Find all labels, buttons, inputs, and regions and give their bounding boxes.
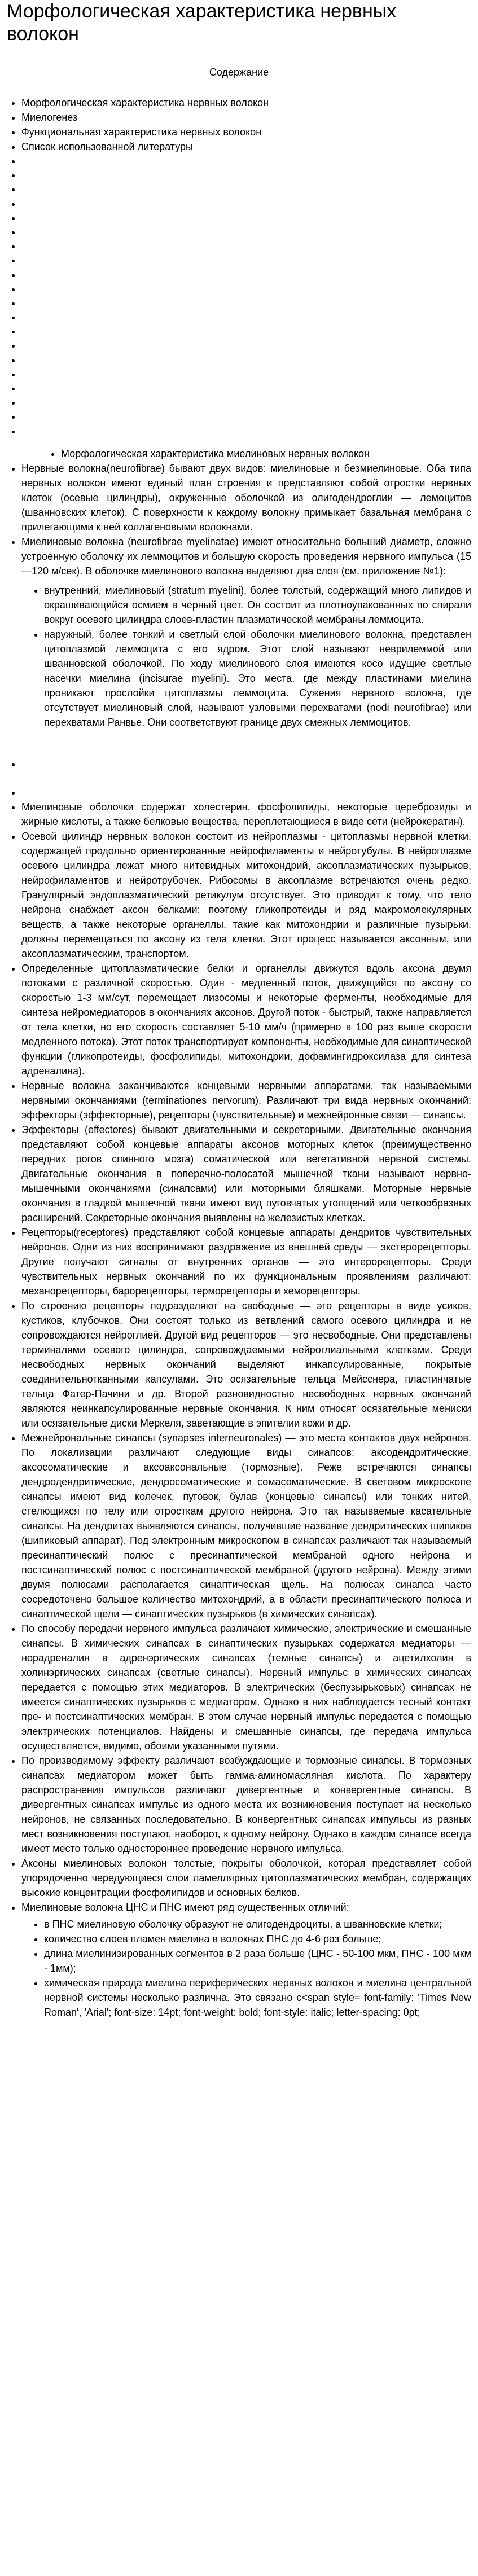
intro-list <box>7 461 471 730</box>
spacer <box>7 734 471 757</box>
empty-bullet <box>21 197 471 211</box>
empty-bullet <box>21 182 471 196</box>
empty-bullet <box>21 310 471 324</box>
empty-bullet <box>21 339 471 353</box>
blank-bullets <box>7 785 471 800</box>
empty-bullet <box>21 154 471 168</box>
layers-list <box>21 583 471 730</box>
difference-item: • в ПНС миелиновую оболочку образуют не олигодендроциты, а шванновские клетки; <box>44 1917 471 1932</box>
toc-item: • Морфологическая характеристика нервных волокон <box>21 95 471 110</box>
empty-bullet <box>21 410 471 424</box>
paragraph: • Эффекторы (effectores) бывают двигательными и секреторными. Двигательные окончания представляют собой концевые аппараты аксонов моторных клеток (преимущественно передних рогов спинного мозга) соматической или вегетативной нервной системы. Двигательные окончания в поперечно-полосатой мышечной ткани называют нервно-мышечными окончаниями (синапсами) или моторными бляшками. Моторные нервные окончания в гладкой мышечной ткани имеют вид пуговчатых утолщений или четкообразных расширений. Секреторные окончания выявлены на железистых клетках. <box>21 1122 471 1225</box>
difference-item: • длина миелинизированных сегментов в 2 раза больше (ЦНС - 50-100 мкм, ПНС - 100 мкм - 1мм); <box>44 1946 471 1976</box>
paragraph <box>21 1900 471 2020</box>
empty-bullet <box>21 282 471 296</box>
toc-item: • Миелогенез <box>21 110 471 125</box>
differences-list <box>21 1917 471 2020</box>
paragraph-text: Миелиновые волокна ЦНС и ПНС имеют ряд существенных отличий: <box>21 1901 349 1913</box>
toc-heading: Содержание <box>209 67 269 78</box>
empty-bullet-list <box>7 154 471 438</box>
paragraph: • Нервные волокна заканчиваются концевыми нервными аппаратами, так называемыми нервными окончаниями (terminationes nervorum). Различают три вида нервных окончаний: эффекторы (эффекторные), рецепторы (чувствительные) и межнейронные связи — синапсы. <box>21 1078 471 1122</box>
toc-item: • Функциональная характеристика нервных волокон <box>21 125 471 139</box>
table-of-contents <box>7 95 471 154</box>
empty-bullet <box>21 268 471 282</box>
blank-bullets <box>7 757 471 771</box>
empty-bullet <box>21 168 471 182</box>
empty-bullet <box>21 757 471 771</box>
paragraph-text: Миелиновые волокна (neurofibrae myelinatae) имеют относительно больший диаметр, сложно устроенную оболочку их леммоцитов и большую скорость проведения нервного импульса (15—120 м/сек). В оболочке миелинового волокна выделяют два слоя (см. приложение №1): <box>21 536 471 577</box>
empty-bullet <box>21 367 471 381</box>
section-heading-list <box>7 446 471 461</box>
empty-bullet <box>21 225 471 239</box>
paragraph: • Осевой цилиндр нервных волокон состоит из нейроплазмы - цитоплазмы нервной клетки, содержащей продольно ориентированные нейрофиламенты и нейротубулы. В нейроплазме осевого цилиндра лежат много нитевидных митохондрий, аксоплазматических пузырьков, нейрофиламентов и нейротрубочек. Рибосомы в аксоплазме встречаются очень редко. Гранулярный эндоплазматический ретикулум отсутствует. Это приводит к тому, что тело нейрона снабжает аксон белками; поэтому гликопротеиды и ряд макромолекулярных веществ, а также некоторые органеллы, такие как митохондрии и различные пузырьки, должны перемещаться по аксону из тела клетки. Этот процесс называется аксонным, или аксоплазматическим, транспортом. <box>21 829 471 961</box>
paragraph: • По способу передачи нервного импульса различают химические, электрические и смешанные синапсы. В химических синапсах в синаптических пузырьках содержатся медиаторы — норадреналин в адренэргических синапсах (темные синапсы) и ацетилхолин в холинэргических синапсах (светлые синапсы). Нервный импульс в химических синапсах передается с помощью этих медиаторов. В электрических (беспузырьковых) синапсах не имеется синаптических пузырьков с медиатором. Однако в них наблюдается тесный контакт пре- и постсинаптических мембран. В этом случае нервный импульс передается с помощью электрических потенциалов. Найдены и смешанные синапсы, где передача импульса осуществляется, видимо, обоими указанными путями. <box>21 1621 471 1753</box>
layer-item: • внутренний, миелиновый (stratum myelini), более толстый, содержащий много липидов и окрашивающийся осмием в черный цвет. Он состоит из плотноупакованных по спирали вокруг осевого цилиндра слоев-пластин плазматической мембраны леммоцита. <box>44 583 471 627</box>
paragraph: • По строению рецепторы подразделяют на свободные — это рецепторы в виде усиков, кустиков, клубочков. Они состоят только из ветвлений самого осевого цилиндра и не сопровождаются нейроглией. Другой вид рецепторов — это несвободные. Они представлены терминалями осевого цилиндра, сопровождаемыми нейроглиальными клетками. Среди несвободных нервных окончаний выделяют инкапсулированные, покрытые соединительнотканными капсулами. Это осязательные тельца Мейсснера, пластинчатые тельца Фатер-Пачини и др. Второй разновидностью несвободных нервных окончаний являются неинкапсулированные нервные окончания. К ним относят осязательные мениски или осязательные диски Меркеля, заветающие в эпителии кожи и др. <box>21 1298 471 1430</box>
paragraph: • Аксоны миелиновых волокон толстые, покрыты оболочкой, которая представляет собой упорядоченно чередующиеся слои ламеллярных цитоплазматических мембран, содержащих высокие концентрации фосфолипидов и основных белков. <box>21 1856 471 1900</box>
paragraph <box>21 534 471 730</box>
main-list <box>7 800 471 2020</box>
page-title: Морфологическая характеристика нервных волокон <box>7 1 397 45</box>
empty-bullet <box>21 396 471 410</box>
paragraph: • Миелиновые оболочки содержат холестерин, фосфолипиды, некоторые цереброзиды и жирные кислоты, а также белковые вещества, переплетающиеся в виде сети (нейрокератин). <box>21 800 471 829</box>
empty-bullet <box>21 324 471 339</box>
empty-bullet <box>21 211 471 225</box>
difference-item: • химическая природа миелина периферических нервных волокон и миелина центральной нервной системы несколько различна. Это связано с<span style= font-family: 'Times New Roman', 'Arial'; font-size: 14pt; font-weight: bold; font-style: italic; letter-spacing: 0pt; <box>44 1976 471 2020</box>
paragraph: • По производимому эффекту различают возбуждающие и тормозные синапсы. В тормозных синапсах медиатором может быть гамма-аминомасляная кислота. По характеру распространения импульсов различают дивергентные и конвергентные синапсы. В дивергентных синапсах импульс из одного места их возникновения поступает на несколько нейронов, не связанных последовательно. В конвергентных синапсах импульсы из разных мест возникновения поступают, наоборот, к одному нейрону. Однако в каждом синапсе всегда имеет место только одностороннее проведение нервного импульса. <box>21 1753 471 1856</box>
layer-item: • наружный, более тонкий и светлый слой оболочки миелинового волокна, представлен цитоплазмой леммоцита с его ядром. Этот слой называют неврилеммой или шванновской оболочкой. По ходу миелинового слоя имеются косо идущие светлые насечки миелина (incisurae myelini). Это места, где между пластинами миелина проникают прослойки цитоплазмы леммоцита. Сужения нервного волокна, где отсутствует миелиновый слой, называют узловыми перехватами (nodi neurofibrae) или перехватами Ранвье. Они соответствуют границе двух смежных леммоцитов. <box>44 627 471 730</box>
paragraph: • Определенные цитоплазматические белки и органеллы движутся вдоль аксона двумя потоками с различной скоростью. Один - медленный поток, движущийся по аксону со скоростью 1-3 мм/сут, перемещает лизосомы и некоторые ферменты, необходимые для синтеза нейромедиаторов в окончаниях аксонов. Другой поток - быстрый, также направляется от тела клетки, но его скорость составляет 5-10 мм/ч (примерно в 100 раз выше скорости медленного потока). Этот поток транспортирует компоненты, необходимые для синаптической функции (гликопротеиды, фосфолипиды, митохондрии, дофамингидроксилаза для синтеза адреналина). <box>21 961 471 1078</box>
spacer <box>7 771 471 785</box>
paragraph: • Рецепторы(receptores) представляют собой концевые аппараты дендритов чувствительных нейронов. Одни из них воспринимают раздражение из внешней среды — экстерорецепторы. Другие получают сигналы от внутренних органов — это интерорецепторы. Среди чувствительных нервных окончаний по их функциональным проявлениям различают: механорецепторы, барорецепторы, терморецепторы и хеморецепторы. <box>21 1225 471 1298</box>
empty-bullet <box>21 253 471 267</box>
empty-bullet <box>21 353 471 367</box>
empty-bullet <box>21 239 471 253</box>
empty-bullet <box>21 296 471 310</box>
empty-bullet <box>21 424 471 438</box>
empty-bullet <box>21 381 471 396</box>
empty-bullet <box>21 785 471 800</box>
difference-item: • количество слоев пламен миелина в волокнах ПНС до 4-6 раз больше; <box>44 1932 471 1946</box>
paragraph: • Межнейрональные синапсы (synapses interneuronales) — это места контактов двух нейронов. По локализации различают следующие виды синапсов: аксодендритические, аксосоматические и аксоаксональные (тормозные). Реже встречаются синапсы дендродендритические, дендросоматические и сомасоматические. В световом микроскопе синапсы имеют вид колечек, пуговок, булав (концевые синапсы) или тонких нитей, стелющихся по телу или отросткам другого нейрона. Это так называемые касательные синапсы. На дендритах выявляются синапсы, получившие название дендритических шипиков (шипиковый аппарат). Под электронным микроскопом в синапсах различают так называемый пресинаптический полюс с пресинаптической мембраной одного нейрона и постсинаптический полюс с постсинаптической мембраной (другого нейрона). Между этими двумя полюсами располагается синаптическая щель. На полюсах синапса часто сосредоточено большое количество митохондрий, а в области пресинаптического полюса и синаптической щели — синаптических пузырьков (в химических синапсах). <box>21 1430 471 1621</box>
toc-item: • Список использованной литературы <box>21 139 471 154</box>
paragraph: • Нервные волокна(neurofibrae) бывают двух видов: миелиновые и безмиелиновые. Оба типа нервных волокон имеют единый план строения и представляют собой отростки нервных клеток (осевые цилиндры), окруженные оболочкой из олигодендроглии — лемоцитов (шванновских клеток). С поверхности к каждому волокну примыкает базальная мембрана с прилегающими к ней коллагеновыми волокнами. <box>21 461 471 534</box>
section-heading: • Морфологическая характеристика миелиновых нервных волокон <box>61 446 471 461</box>
